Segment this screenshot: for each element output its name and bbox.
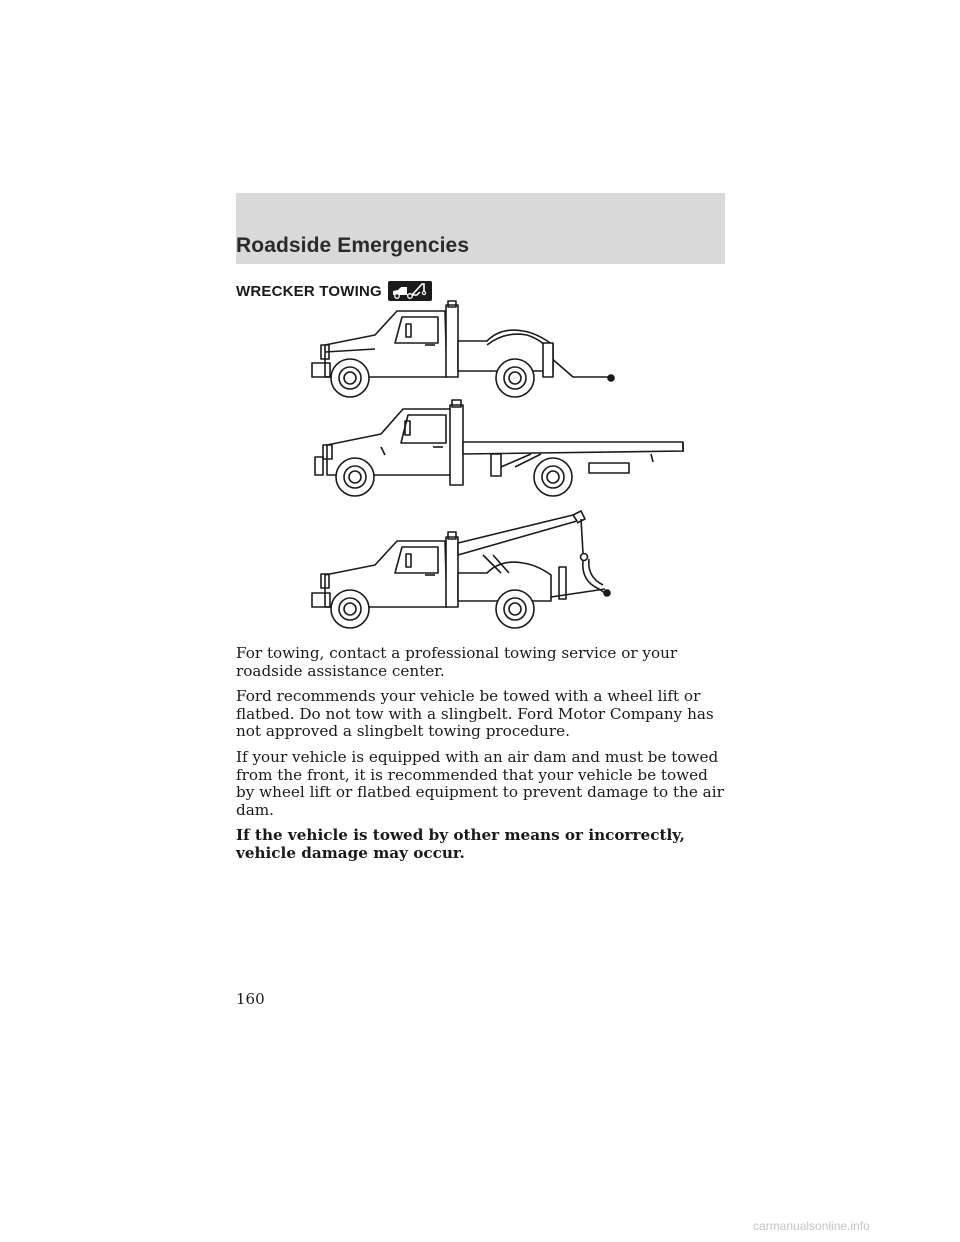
paragraph: For towing, contact a professional towing service or your roadside assistance center. bbox=[236, 644, 678, 680]
page-number: 160 bbox=[236, 990, 265, 1008]
warning-text: If the vehicle is towed by other means or incorrectly, vehicle damage may occur. bbox=[236, 826, 685, 862]
watermark: carmanualsonline.info bbox=[753, 1219, 870, 1233]
section-title: WRECKER TOWING bbox=[236, 282, 382, 300]
boom-wrecker-tow-truck-icon bbox=[312, 511, 610, 628]
body-text bbox=[236, 645, 726, 871]
wheel-lift-tow-truck-icon bbox=[312, 301, 614, 397]
tow-truck-illustrations bbox=[305, 297, 695, 637]
page-title: Roadside Emergencies bbox=[236, 234, 470, 257]
flatbed-tow-truck-icon bbox=[315, 400, 683, 496]
paragraph: If your vehicle is equipped with an air dam and must be towed from the front, it is recommended that your vehicle be towed by wheel lift or flatbed equipment to prevent damage to the air dam. bbox=[236, 747, 724, 819]
paragraph: Ford recommends your vehicle be towed with a wheel lift or flatbed. Do not tow with a slingbelt. Ford Motor Company has not approved a slingbelt towing procedure. bbox=[236, 687, 714, 741]
